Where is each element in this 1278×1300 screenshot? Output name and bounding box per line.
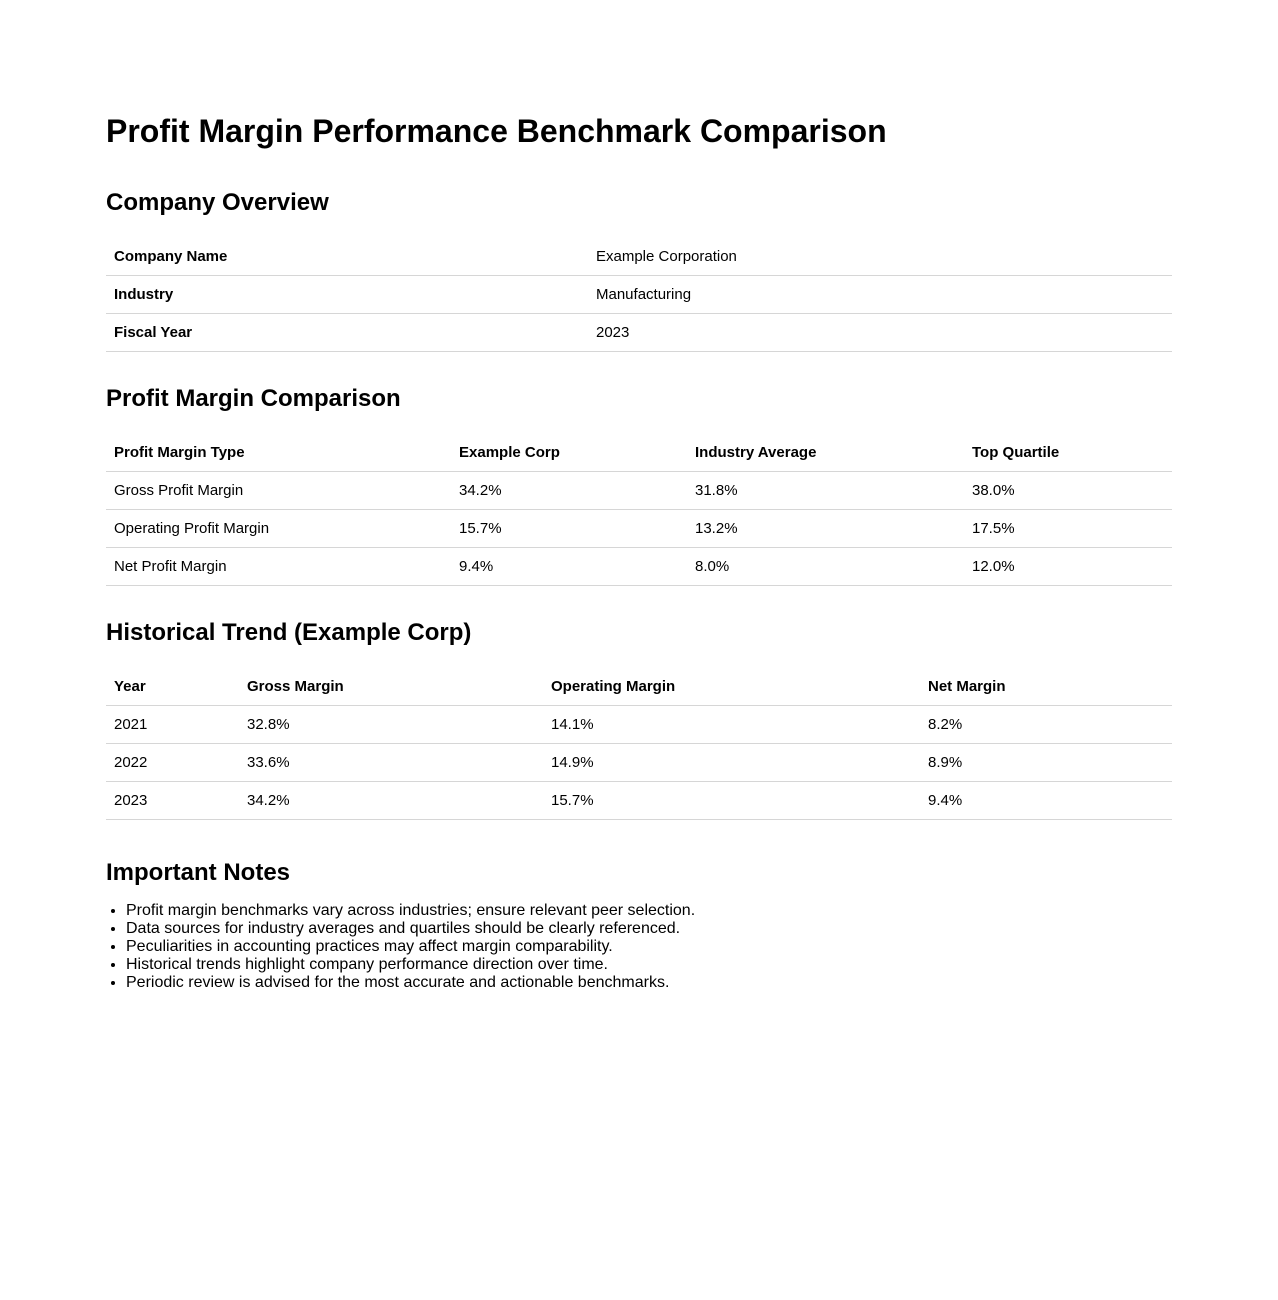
- table-cell: 33.6%: [239, 744, 543, 782]
- table-row: [106, 510, 1172, 548]
- table-cell: 8.0%: [687, 548, 964, 586]
- column-header: Example Corp: [451, 434, 687, 472]
- overview-value: Manufacturing: [588, 276, 1172, 314]
- table-row: [106, 782, 1172, 820]
- list-item: • Periodic review is advised for the most accurate and actionable benchmarks.: [126, 974, 1172, 992]
- table-row: [106, 238, 1172, 276]
- column-header: Industry Average: [687, 434, 964, 472]
- page-title: Profit Margin Performance Benchmark Comparison: [106, 113, 887, 149]
- table-cell: 9.4%: [920, 782, 1172, 820]
- column-header: Profit Margin Type: [106, 434, 451, 472]
- table-cell: 2021: [106, 706, 239, 744]
- table-cell: 12.0%: [964, 548, 1172, 586]
- column-header: Operating Margin: [543, 668, 920, 706]
- important-notes-heading: Important Notes: [106, 859, 291, 886]
- table-cell: 17.5%: [964, 510, 1172, 548]
- table-cell: 14.9%: [543, 744, 920, 782]
- historical-trend-heading: Historical Trend (Example Corp): [106, 619, 472, 646]
- table-row: [106, 276, 1172, 314]
- table-row: [106, 548, 1172, 586]
- company-overview-table: [106, 238, 1172, 352]
- list-item: • Profit margin benchmarks vary across industries; ensure relevant peer selection.: [126, 902, 1172, 920]
- table-cell: 2022: [106, 744, 239, 782]
- table-cell: 34.2%: [451, 472, 687, 510]
- table-cell: 9.4%: [451, 548, 687, 586]
- profit-margin-comparison-heading: Profit Margin Comparison: [106, 385, 401, 412]
- table-row: [106, 314, 1172, 352]
- table-cell: 15.7%: [451, 510, 687, 548]
- table-cell: 15.7%: [543, 782, 920, 820]
- column-header: Top Quartile: [964, 434, 1172, 472]
- table-cell: 38.0%: [964, 472, 1172, 510]
- important-notes-list: [106, 902, 1172, 992]
- table-cell: 31.8%: [687, 472, 964, 510]
- table-cell: 34.2%: [239, 782, 543, 820]
- table-cell: 8.9%: [920, 744, 1172, 782]
- table-row: [106, 744, 1172, 782]
- column-header: Net Margin: [920, 668, 1172, 706]
- table-row: [106, 706, 1172, 744]
- profit-margin-comparison-table: [106, 434, 1172, 586]
- table-cell: 13.2%: [687, 510, 964, 548]
- overview-label: Company Name: [106, 238, 588, 276]
- overview-value: Example Corporation: [588, 238, 1172, 276]
- table-cell: 2023: [106, 782, 239, 820]
- table-header-row: [106, 434, 1172, 472]
- overview-value: 2023: [588, 314, 1172, 352]
- table-row: [106, 472, 1172, 510]
- report-page: [106, 0, 1172, 992]
- column-header: Gross Margin: [239, 668, 543, 706]
- list-item: • Data sources for industry averages and quartiles should be clearly referenced.: [126, 920, 1172, 938]
- column-header: Year: [106, 668, 239, 706]
- table-header-row: [106, 668, 1172, 706]
- table-cell: Operating Profit Margin: [106, 510, 451, 548]
- historical-trend-table: [106, 668, 1172, 820]
- list-item: • Peculiarities in accounting practices may affect margin comparability.: [126, 938, 1172, 956]
- table-cell: Net Profit Margin: [106, 548, 451, 586]
- overview-label: Industry: [106, 276, 588, 314]
- company-overview-heading: Company Overview: [106, 189, 329, 216]
- overview-label: Fiscal Year: [106, 314, 588, 352]
- list-item: • Historical trends highlight company performance direction over time.: [126, 956, 1172, 974]
- table-cell: 32.8%: [239, 706, 543, 744]
- table-cell: 14.1%: [543, 706, 920, 744]
- table-cell: 8.2%: [920, 706, 1172, 744]
- table-cell: Gross Profit Margin: [106, 472, 451, 510]
